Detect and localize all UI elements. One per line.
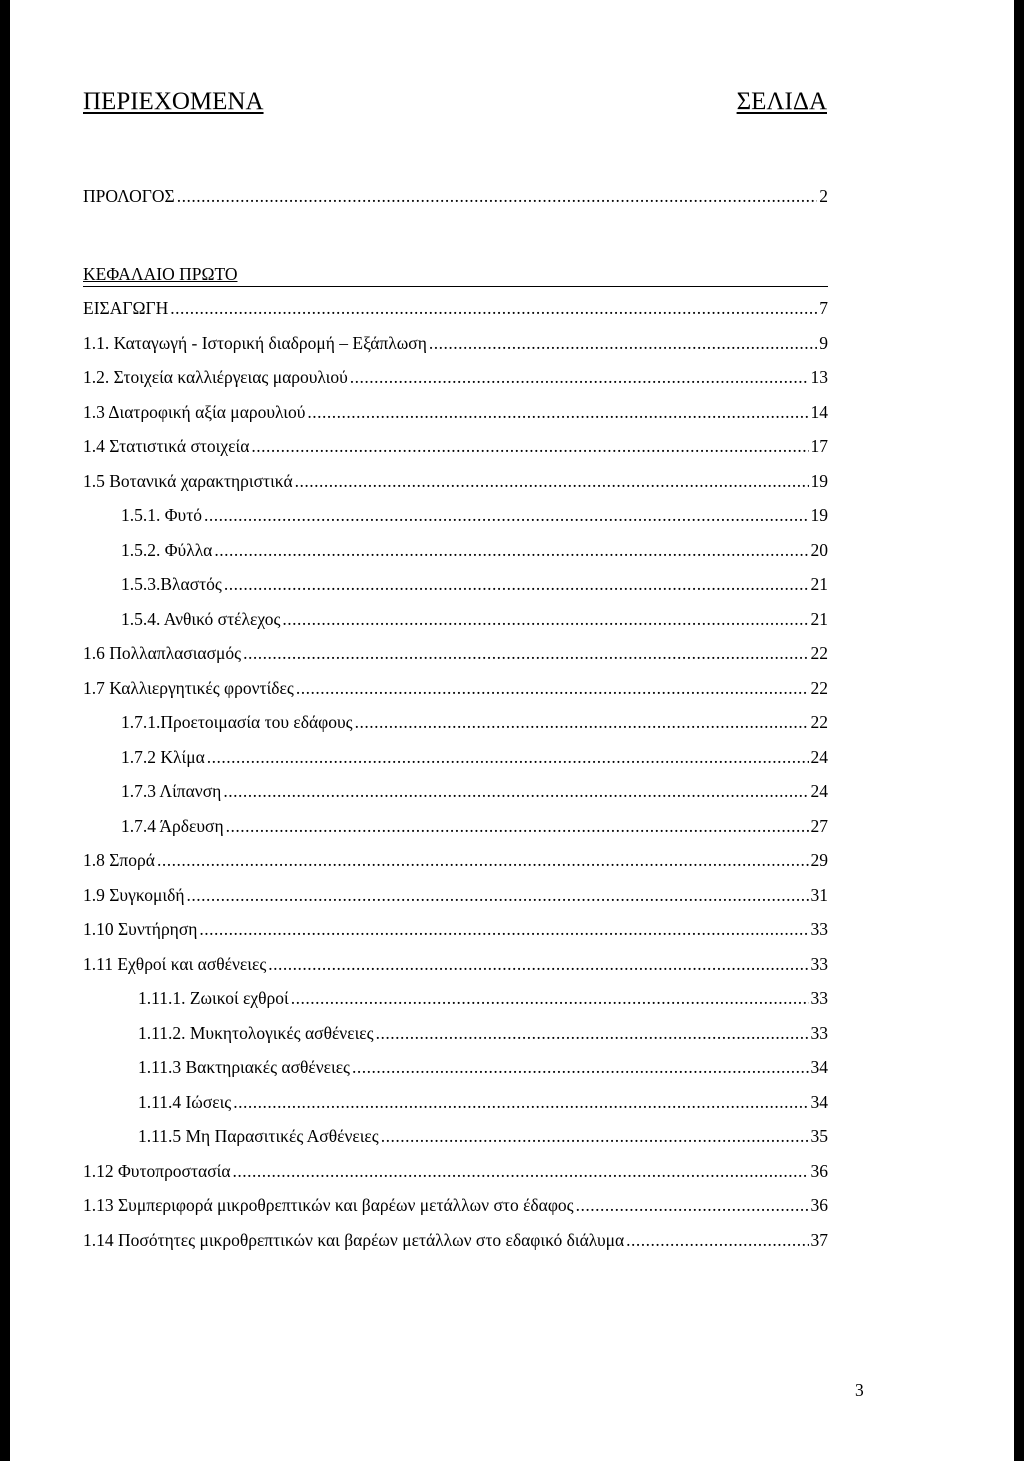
leader-dots: [243, 641, 808, 665]
toc-entry-page: 31: [810, 885, 828, 905]
toc-entry-page: 33: [810, 988, 828, 1008]
toc-entry-page: 21: [810, 574, 828, 594]
toc-entry-label: 1.11.4 Ιώσεις: [138, 1092, 232, 1112]
toc-entry[interactable]: [83, 883, 828, 907]
toc-entry[interactable]: [83, 917, 828, 941]
toc-entry-label: 1.6 Πολλαπλασιασμός: [83, 643, 242, 663]
toc-entry[interactable]: [83, 400, 828, 424]
toc-entry-label: 1.11 Εχθροί και ασθένειες: [83, 954, 267, 974]
leader-dots: [224, 572, 809, 596]
toc-entry-page: 36: [810, 1161, 828, 1181]
toc-entry[interactable]: [138, 1124, 828, 1148]
toc-entry-label: ΠΡΟΛΟΓΟΣ: [83, 186, 175, 206]
toc-entry[interactable]: [83, 434, 828, 458]
toc-entry-page: 13: [810, 367, 828, 387]
document-page: [10, 0, 1014, 1461]
page-number: 3: [855, 1380, 864, 1400]
toc-entry-page: 7: [819, 298, 828, 318]
toc-entry-page: 2: [819, 186, 828, 206]
leader-dots: [157, 848, 809, 872]
toc-entry-label: 1.11.5 Μη Παρασιτικές Ασθένειες: [138, 1126, 379, 1146]
leader-dots: [207, 745, 809, 769]
leader-dots: [355, 710, 809, 734]
toc-entry[interactable]: [83, 676, 828, 700]
toc-entry-page: 33: [810, 919, 828, 939]
toc-entry-page: 19: [810, 505, 828, 525]
toc-entry-label: 1.13 Συμπεριφορά μικροθρεπτικών και βαρέων μετάλλων στο έδαφος: [83, 1195, 574, 1215]
toc-entry-page: 34: [810, 1057, 828, 1077]
toc-entry-page: 27: [810, 816, 828, 836]
toc-entry[interactable]: [83, 296, 828, 320]
page-column-title: ΣΕΛΙΔΑ: [736, 88, 827, 115]
toc-entry[interactable]: [121, 538, 828, 562]
toc-entry[interactable]: [121, 503, 828, 527]
leader-dots: [350, 365, 809, 389]
toc-entry-label: 1.11.3 Βακτηριακές ασθένειες: [138, 1057, 350, 1077]
leader-dots: [177, 184, 818, 208]
toc-entry-label: 1.5.1. Φυτό: [121, 505, 202, 525]
toc-entry-label: 1.7.2 Κλίμα: [121, 747, 205, 767]
toc-entry-label: 1.8 Σπορά: [83, 850, 155, 870]
toc-entry-page: 33: [810, 1023, 828, 1043]
toc-entry[interactable]: [83, 1228, 828, 1252]
toc-entry-page: 14: [810, 402, 828, 422]
toc-entry[interactable]: [138, 1055, 828, 1079]
toc-entry-label: 1.7.4 Άρδευση: [121, 816, 224, 836]
toc-entry[interactable]: [138, 1021, 828, 1045]
toc-entry-label: 1.1. Καταγωγή - Ιστορική διαδρομή – Εξάπλωση: [83, 333, 427, 353]
leader-dots: [233, 1159, 809, 1183]
toc-entry[interactable]: [121, 779, 828, 803]
leader-dots: [226, 814, 809, 838]
toc-entry-page: 9: [819, 333, 828, 353]
leader-dots: [576, 1193, 809, 1217]
toc-entry-label: 1.5.4. Ανθικό στέλεχος: [121, 609, 281, 629]
leader-dots: [626, 1228, 808, 1252]
toc-entry-page: 22: [810, 643, 828, 663]
toc-entry-prologue[interactable]: [83, 184, 828, 208]
toc-entry-page: 20: [810, 540, 828, 560]
leader-dots: [233, 1090, 808, 1114]
toc-entry-page: 29: [810, 850, 828, 870]
toc-entry[interactable]: [83, 641, 828, 665]
toc-entry[interactable]: [121, 710, 828, 734]
toc-entry-label: 1.7.1.Προετοιμασία του εδάφους: [121, 712, 353, 732]
toc-entry[interactable]: [83, 365, 828, 389]
leader-dots: [307, 400, 808, 424]
toc-entry[interactable]: [83, 469, 828, 493]
leader-dots: [268, 952, 808, 976]
toc-entry-page: 19: [810, 471, 828, 491]
toc-entry[interactable]: [121, 572, 828, 596]
toc-title: ΠΕΡΙΕΧΟΜΕΝΑ: [83, 88, 264, 115]
toc-header: [83, 88, 827, 122]
leader-dots: [214, 538, 808, 562]
toc-entry-label: 1.10 Συντήρηση: [83, 919, 198, 939]
toc-entry[interactable]: [121, 745, 828, 769]
toc-entry[interactable]: [83, 848, 828, 872]
toc-entry-label: 1.5.3.Βλαστός: [121, 574, 222, 594]
chapter-title: ΚΕΦΑΛΑΙΟ ΠΡΩΤΟ: [83, 264, 238, 284]
toc-entry-label: 1.4 Στατιστικά στοιχεία: [83, 436, 250, 456]
toc-entry-label: 1.7.3 Λίπανση: [121, 781, 222, 801]
toc-entry-label: 1.12 Φυτοπροστασία: [83, 1161, 231, 1181]
toc-entry-label: 1.9 Συγκομιδή: [83, 885, 185, 905]
leader-dots: [251, 434, 808, 458]
toc-entry-page: 36: [810, 1195, 828, 1215]
toc-entry-page: 17: [810, 436, 828, 456]
leader-dots: [187, 883, 809, 907]
toc-entry-label: 1.14 Ποσότητες μικροθρεπτικών και βαρέων μετάλλων στο εδαφικό διάλυμα: [83, 1230, 625, 1250]
leader-dots: [429, 331, 817, 355]
toc-entry-page: 24: [810, 781, 828, 801]
toc-entry-page: 35: [810, 1126, 828, 1146]
toc-entry[interactable]: [83, 331, 828, 355]
toc-entry-page: 37: [810, 1230, 828, 1250]
toc-entry-page: 22: [810, 678, 828, 698]
toc-entry-label: 1.5.2. Φύλλα: [121, 540, 213, 560]
toc-entry[interactable]: [83, 952, 828, 976]
toc-entry-page: 21: [810, 609, 828, 629]
toc-entry-page: 33: [810, 954, 828, 974]
toc-entry-label: 1.2. Στοιχεία καλλιέργειας μαρουλιού: [83, 367, 348, 387]
leader-dots: [296, 676, 809, 700]
toc-entry[interactable]: [83, 1193, 828, 1217]
toc-entry[interactable]: [138, 1090, 828, 1114]
toc-entry-label: 1.7 Καλλιεργητικές φροντίδες: [83, 678, 294, 698]
chapter-heading: [83, 262, 828, 287]
toc-entry-page: 34: [810, 1092, 828, 1112]
leader-dots: [381, 1124, 809, 1148]
toc-entry-label: 1.11.2. Μυκητολογικές ασθένειες: [138, 1023, 374, 1043]
leader-dots: [199, 917, 808, 941]
toc-entry-label: 1.3 Διατροφική αξία μαρουλιού: [83, 402, 306, 422]
toc-entry-label: 1.11.1. Ζωικοί εχθροί: [138, 988, 289, 1008]
leader-dots: [170, 296, 817, 320]
leader-dots: [204, 503, 809, 527]
toc-entry[interactable]: [121, 607, 828, 631]
toc-entry[interactable]: [83, 1159, 828, 1183]
toc-entry[interactable]: [121, 814, 828, 838]
leader-dots: [352, 1055, 809, 1079]
leader-dots: [291, 986, 809, 1010]
toc-entry-page: 24: [810, 747, 828, 767]
toc-entry[interactable]: [138, 986, 828, 1010]
leader-dots: [223, 779, 808, 803]
toc-entry-page: 22: [810, 712, 828, 732]
toc-entry-label: 1.5 Βοτανικά χαρακτηριστικά: [83, 471, 293, 491]
leader-dots: [376, 1021, 809, 1045]
leader-dots: [295, 469, 809, 493]
toc-entry-label: ΕΙΣΑΓΩΓΗ: [83, 298, 169, 318]
leader-dots: [282, 607, 808, 631]
